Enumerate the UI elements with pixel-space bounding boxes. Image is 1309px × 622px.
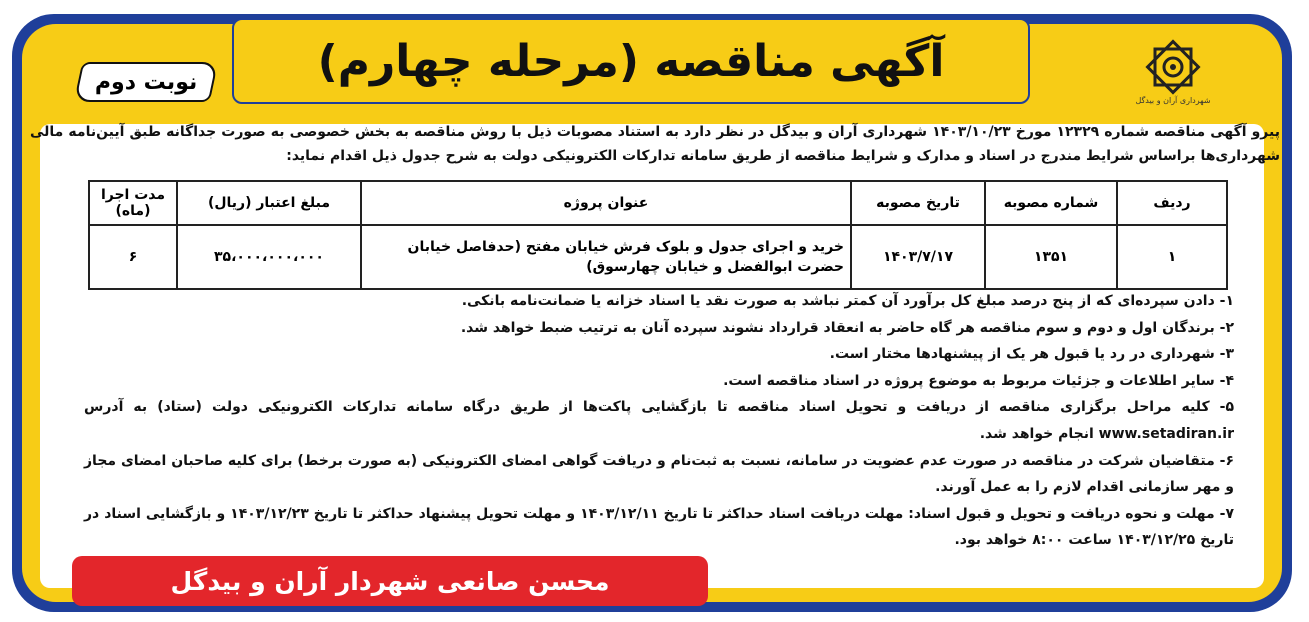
cell-row-number: ۱: [1117, 225, 1227, 289]
col-duration: مدت اجرا (ماه): [89, 181, 177, 225]
tender-table: [88, 180, 1228, 290]
cell-project-title: خرید و اجرای جدول و بلوک فرش خیابان مفتح (حدفاصل خیابان حضرت ابوالفضل و خیابان چهارسوق): [361, 225, 851, 289]
col-row-number: ردیف: [1117, 181, 1227, 225]
cell-duration: ۶: [89, 225, 177, 289]
signature-text: محسن صانعی شهردار آران و بیدگل: [170, 566, 610, 596]
col-resolution-date: تاریخ مصوبه: [851, 181, 985, 225]
condition-item: ۲- برندگان اول و دوم و سوم مناقصه هر گاه حاضر به انعقاد قرارداد نشوند سپرده آنان به ترتیب ضبط خواهد شد.: [460, 319, 1234, 336]
intro-paragraph: پیرو آگهی مناقصه شماره ۱۲۳۲۹ مورخ ۱۴۰۳/۱۰/۲۳ شهرداری آران و بیدگل در نظر دارد به استناد مصوبات ذیل با روش مناقصه به بخش خصوصی به صورت جداگانه طبق آیین‌نامه مالی شهرداری‌ها براساس شرایط مندرج در اسناد و مدارک و شرایط مناقصه از طریق سامانه تدارکات الکترونیکی دولت به شرح جدول ذیل اقدام نماید:: [30, 124, 1280, 164]
condition-item: ۵- کلیه مراحل برگزاری مناقصه از دریافت و تحویل اسناد مناقصه تا بازگشایی پاکت‌ها از طریق درگاه سامانه تدارکات الکترونیکی دولت (ستاد) به آدرس www.setadiran.ir انجام خواهد شد.: [84, 399, 1234, 442]
condition-item: ۶- متقاضیان شرکت در مناقصه در صورت عدم عضویت در سامانه، نسبت به ثبت‌نام و دریافت گواهی امضای الکترونیکی (به صورت برخط) برای کلیه صاحبان امضای مجاز و مهر سازمانی اقدام لازم را به عمل آورند.: [84, 452, 1234, 496]
table-header-row: [89, 181, 1227, 225]
condition-item: ۳- شهرداری در رد یا قبول هر یک از پیشنهادها مختار است.: [829, 346, 1234, 363]
col-budget: مبلغ اعتبار (ریال): [177, 181, 361, 225]
signature-banner: [72, 556, 708, 606]
cell-resolution-date: ۱۴۰۳/۷/۱۷: [851, 225, 985, 289]
condition-item: ۴- سایر اطلاعات و جزئیات مربوط به موضوع پروژه در اسناد مناقصه است.: [723, 372, 1234, 389]
page-title: آگهی مناقصه (مرحله چهارم): [317, 35, 945, 87]
round-badge: [74, 62, 219, 102]
table-row: [89, 225, 1227, 289]
cell-budget: ۳۵،۰۰۰،۰۰۰،۰۰۰: [177, 225, 361, 289]
round-badge-label: نوبت دوم: [94, 69, 198, 95]
col-project-title: عنوان پروژه: [361, 181, 851, 225]
col-resolution-number: شماره مصوبه: [985, 181, 1117, 225]
logo-caption: شهرداری آران و بیدگل: [1135, 96, 1211, 105]
conditions-list: [84, 288, 1234, 554]
cell-resolution-number: ۱۳۵۱: [985, 225, 1117, 289]
condition-item: ۱- دادن سپرده‌ای که از پنج درصد مبلغ کل برآورد آن کمتر نباشد به صورت نقد یا اسناد خزانه یا ضمانت‌نامه بانکی.: [461, 293, 1234, 309]
condition-item: ۷- مهلت و نحوه دریافت و تحویل و قبول اسناد: مهلت دریافت اسناد حداکثر تا تاریخ ۱۴۰۳/۱۲/۱۱ و مهلت تحویل پیشنهاد حداکثر تا تاریخ ۱۴۰۳/۱۲/۲۳ و بازگشایی اسناد در تاریخ ۱۴۰۳/۱۲/۲۵ ساعت ۸:۰۰ خواهد بود.: [84, 505, 1235, 549]
title-banner: [232, 18, 1030, 104]
